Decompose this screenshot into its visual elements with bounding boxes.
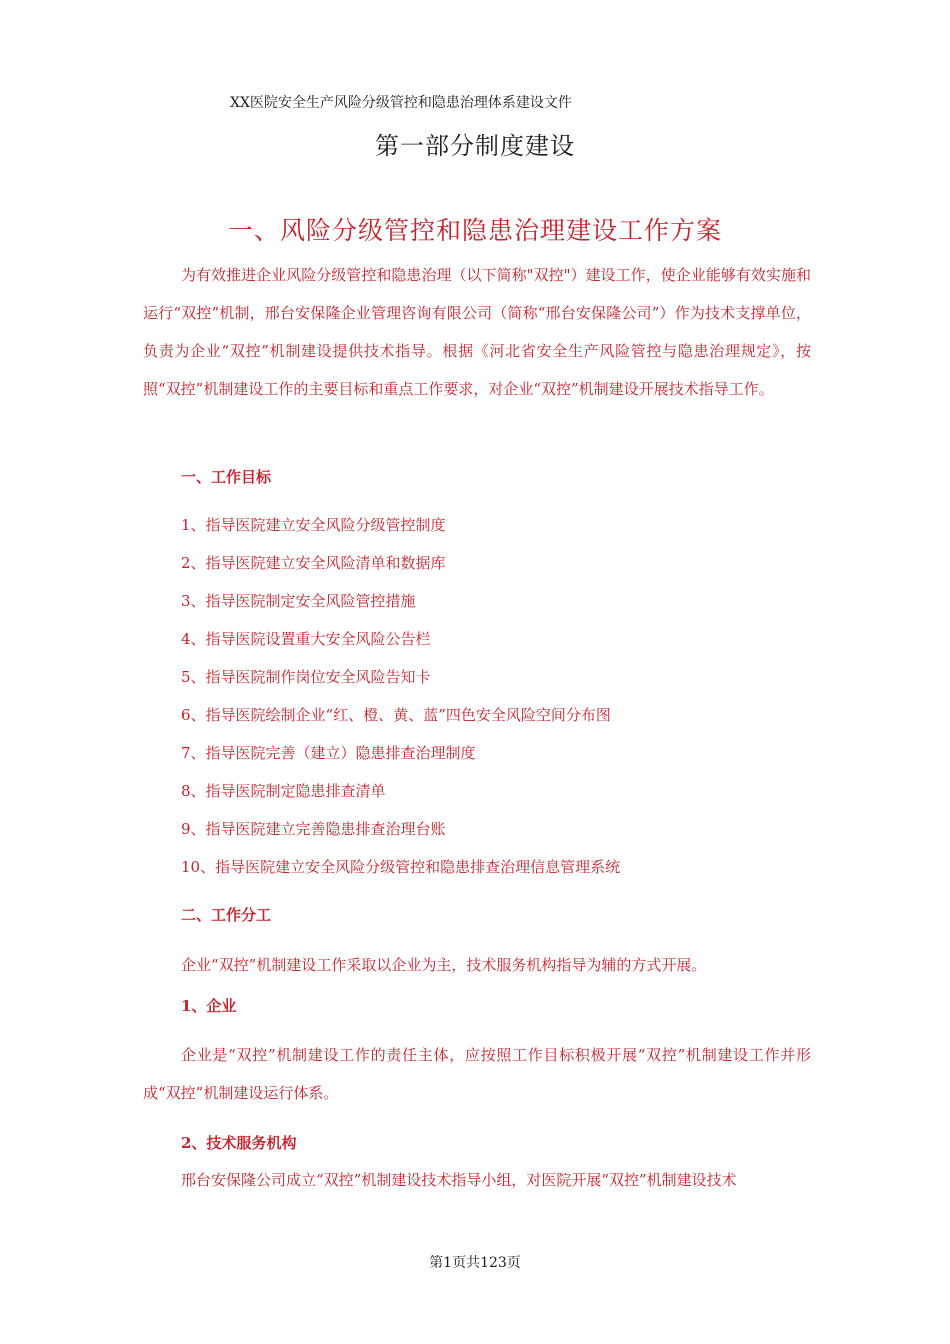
tech-paragraph: 邢台安保隆公司成立“双控”机制建设技术指导小组，对医院开展“双控”机制建设技术	[181, 1171, 737, 1189]
division-heading: 二、工作分工	[181, 906, 272, 924]
goal-item: 6、指导医院绘制企业“红、橙、黄、蓝”四色安全风险空间分布图	[181, 706, 611, 724]
goal-item: 7、指导医院完善（建立）隐患排查治理制度	[181, 744, 476, 762]
goal-item: 8、指导医院制定隐患排查清单	[181, 782, 386, 800]
tech-heading: 2、技术服务机构	[181, 1134, 297, 1152]
goal-item: 5、指导医院制作岗位安全风险告知卡	[181, 668, 431, 686]
goal-item: 3、指导医院制定安全风险管控措施	[181, 592, 416, 610]
intro-paragraph: 为有效推进企业风险分级管控和隐患治理（以下简称"双控"）建设工作，使企业能够有效实施和运行“双控”机制，邢台安保隆企业管理咨询有限公司（简称“邢台安保隆公司”）作为技术支撑单位，负责为企业“双控”机制建设提供技术指导。根据《河北省安全生产风险管控与隐患治理规定》，按照“双控”机制建设工作的主要目标和重点工作要求，对企业“双控”机制建设开展技术指导工作。	[143, 266, 811, 398]
goals-heading: 一、工作目标	[181, 468, 272, 486]
goal-item: 2、指导医院建立安全风险清单和数据库	[181, 554, 446, 572]
enterprise-paragraph: 企业是“双控”机制建设工作的责任主体，应按照工作目标积极开展“双控”机制建设工作并形成“双控”机制建设运行体系。	[143, 1046, 811, 1102]
goal-item: 9、指导医院建立完善隐患排查治理台账	[181, 820, 446, 838]
part-title: 第一部分制度建设	[375, 132, 575, 160]
goal-item: 1、指导医院建立安全风险分级管控制度	[181, 516, 446, 534]
document-header: XX医院安全生产风险分级管控和隐患治理体系建设文件	[230, 95, 572, 111]
page-footer: 第1页共123页	[429, 1255, 521, 1271]
enterprise-heading: 1、企业	[181, 997, 237, 1015]
goal-item: 10、指导医院建立安全风险分级管控和隐患排查治理信息管理系统	[181, 858, 621, 876]
goal-item: 4、指导医院设置重大安全风险公告栏	[181, 630, 431, 648]
division-paragraph: 企业“双控”机制建设工作采取以企业为主，技术服务机构指导为辅的方式开展。	[181, 956, 707, 974]
section-title: 一、风险分级管控和隐患治理建设工作方案	[227, 216, 722, 245]
